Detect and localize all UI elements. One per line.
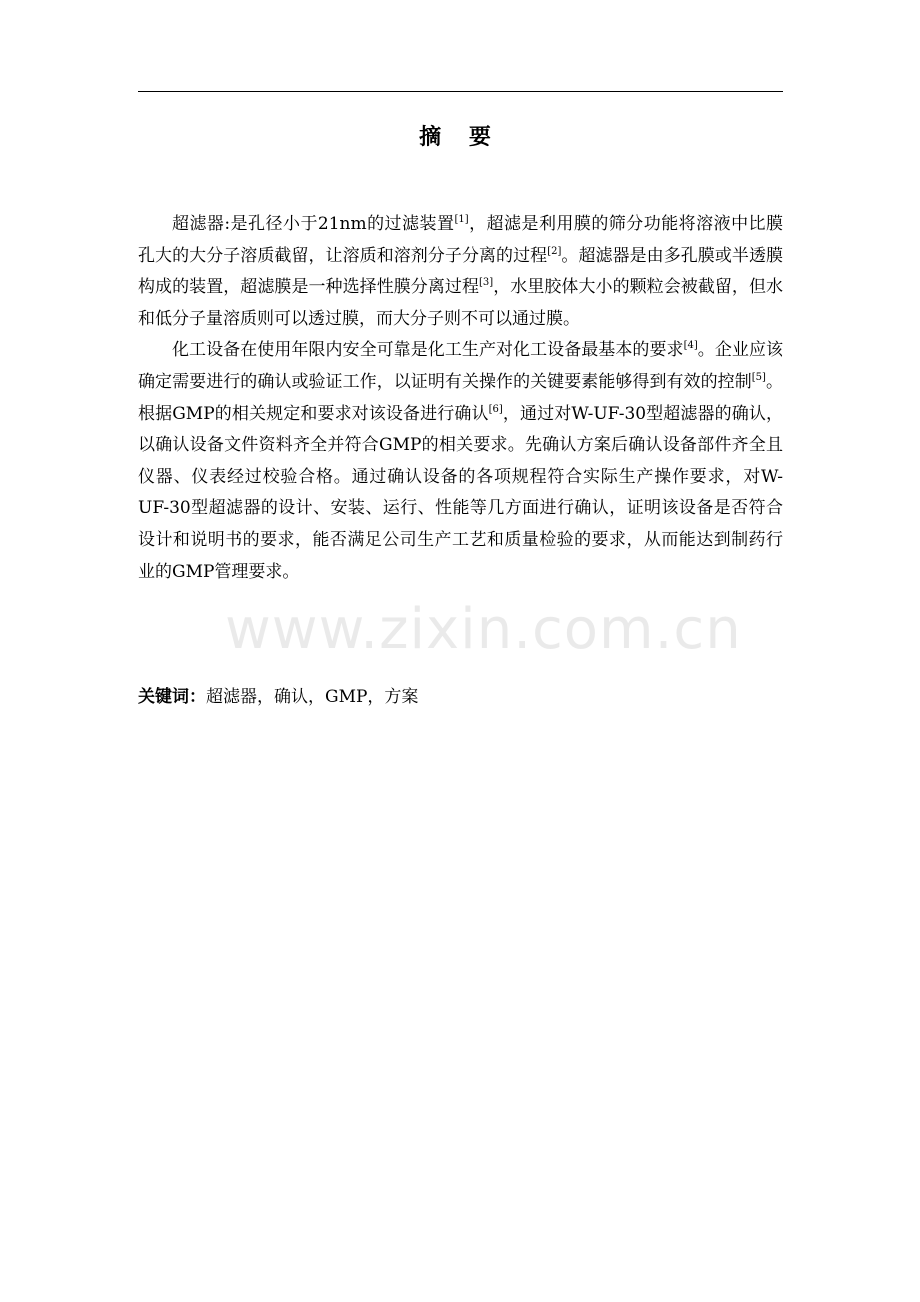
citation-mark: [2] <box>547 245 562 257</box>
keywords-value: 超滤器，确认，GMP，方案 <box>206 687 419 707</box>
citation-mark: [1] <box>454 214 469 225</box>
page-title: 摘 要 <box>419 125 501 150</box>
citation-mark: [4] <box>683 340 698 352</box>
citation-mark: [6] <box>488 403 503 415</box>
abstract-paragraph-1 <box>138 209 783 335</box>
header-rule <box>138 91 783 92</box>
paragraph-text: 。超滤器是由多孔膜或半透膜构成的装置，超滤膜是一种选择性膜分离过程 <box>138 245 784 298</box>
abstract-paragraph-2 <box>138 335 783 588</box>
keywords-label: 关键词： <box>138 687 206 707</box>
paragraph-text: 超滤器:是孔径小于21nm的过滤装置 <box>172 214 455 234</box>
citation-mark: [5] <box>751 371 766 383</box>
paragraph-text: ，通过对W-UF-30型超滤器的确认，以确认设备文件资料齐全并符合GMP的相关要求。先确认方案后确认设备部件齐全且仪器、仪表经过校验合格。通过确认设备的各项规程符合实际生产操作要求，对W-UF-30型超滤器的设计、安装、运行、性能等几方面进行确认，证明该设备是否符合设计和说明书的要求，能否满足公司生产工艺和质量检验的要求，从而能达到制药行业的GMP管理要求。 <box>138 403 783 582</box>
paragraph-text: 。根据GMP的相关规定和要求对该设备进行确认 <box>138 371 784 424</box>
abstract-body <box>138 209 783 588</box>
paragraph-text: ，水里胶体大小的颗粒会被截留，但水和低分子量溶质则可以透过膜，而大分子则不可以通过膜。 <box>138 277 784 329</box>
paragraph-text: 化工设备在使用年限内安全可靠是化工生产对化工设备最基本的要求 <box>172 340 684 361</box>
paragraph-text: 。企业应该确定需要进行的确认或验证工作，以证明有关操作的关键要素能够得到有效的控制 <box>138 340 784 392</box>
keywords-line <box>138 682 783 712</box>
watermark-text: www.zixin.com.cn <box>225 597 742 662</box>
citation-mark: [3] <box>479 277 494 289</box>
paragraph-text: ，超滤是利用膜的筛分功能将溶液中比膜孔大的大分子溶质截留，让溶质和溶剂分子分离的过程 <box>138 214 784 266</box>
